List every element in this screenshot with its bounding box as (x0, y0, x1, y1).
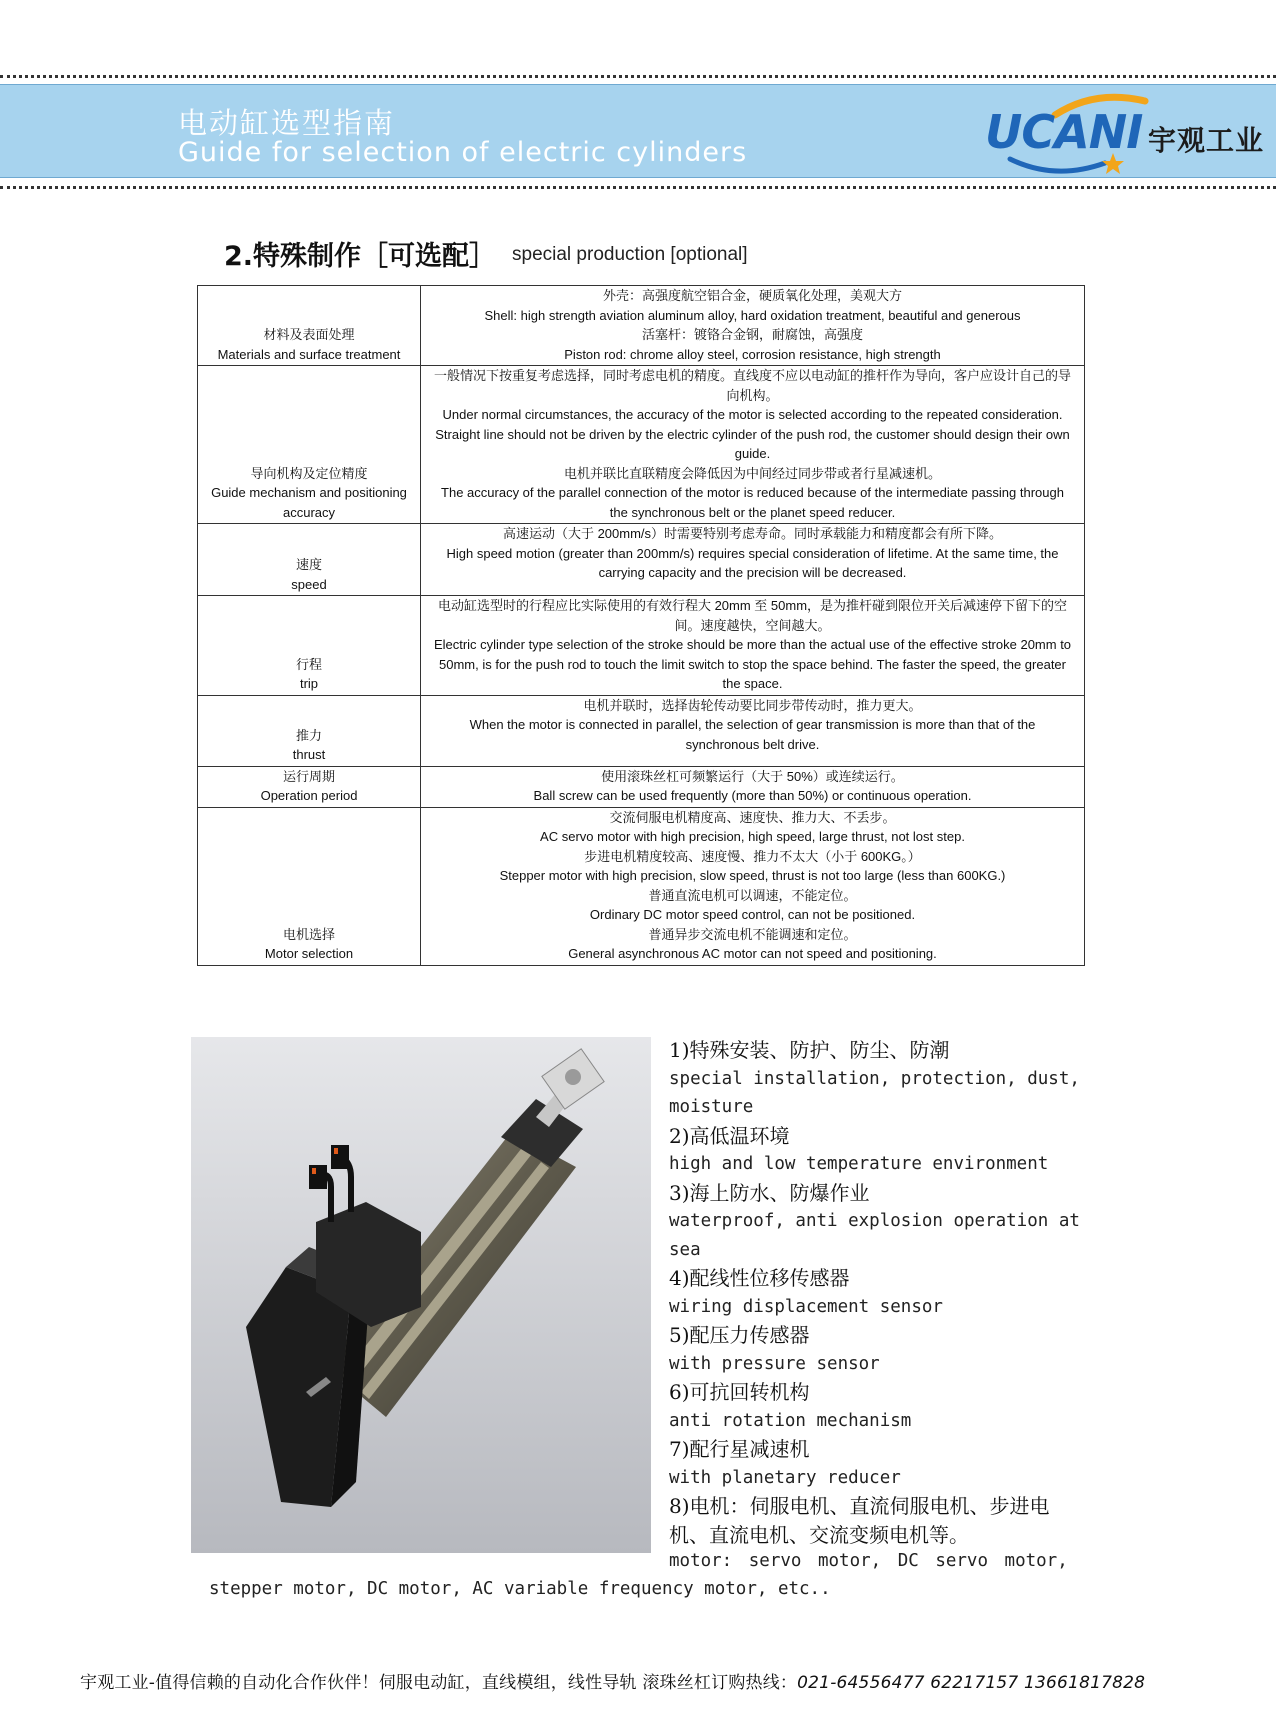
spec-row-label (198, 695, 421, 766)
option-item-cn: 6)可抗回转机构 (669, 1380, 810, 1404)
spec-row-label (198, 807, 421, 965)
spec-label-cn: 材料及表面处理 (263, 327, 355, 342)
section-heading: 2.特殊制作［可选配］ (224, 241, 497, 272)
spec-content-line: 一般情况下按重复考虑选择，同时考虑电机的精度。直线度不应以电动缸的推杆作为导向，客户应设计自己的导向机构。 (433, 368, 1071, 403)
spec-content-line: 外壳：高强度航空铝合金，硬质氧化处理，美观大方 (602, 288, 902, 303)
spec-content-line: 使用滚珠丝杠可频繁运行（大于 50%）或连续运行。 (601, 768, 904, 784)
option-item-cn: 1)特殊安装、防护、防尘、防潮 (669, 1038, 950, 1062)
header-title-en: Guide for selection of electric cylinders (178, 137, 748, 168)
spec-label-en: Motor selection (264, 946, 354, 961)
spec-row (198, 695, 1085, 766)
spec-table (197, 285, 1085, 966)
spec-row-label (198, 286, 421, 366)
spec-row-content (421, 524, 1085, 596)
spec-content-line: 电动缸选型时的行程应比实际使用的有效行程大 20mm 至 50mm，是为推杆碰到限位开关后减速停下留下的空间。速度越快，空间越大。 (437, 598, 1068, 633)
option-item-en: with planetary reducer (669, 1467, 901, 1488)
footer-text: 宇观工业-值得信赖的自动化合作伙伴！伺服电动缸，直线模组，线性导轨 滚珠丝杠订购热线： (80, 1673, 798, 1693)
spec-row-label (198, 766, 421, 807)
spec-content-line: 电机并联时，选择齿轮传动要比同步带传动时，推力更大。 (583, 697, 922, 713)
spec-label-cn: 行程 (295, 656, 322, 672)
logo-company-name: 宇观工业 (1148, 124, 1265, 157)
spec-label-en: thrust (292, 747, 326, 762)
logo-wordmark: UCANI (985, 105, 1143, 159)
option-item-en: waterproof, anti explosion operation at sea (669, 1211, 1080, 1260)
option-item-cn: 3)海上防水、防爆作业 (669, 1180, 870, 1205)
option-item-en: with pressure sensor (669, 1353, 880, 1374)
spec-content-line: When the motor is connected in parallel, the selection of gear transmission is more than that of the synchronous belt drive. (469, 717, 1036, 752)
spec-content-line: AC servo motor with high precision, high speed, large thrust, not lost step. (540, 829, 965, 844)
option-item-cn: 4)配线性位移传感器 (669, 1266, 850, 1290)
motor-options-en-line1: motor: servo motor, DC servo motor, (669, 1551, 1068, 1571)
spec-content-line: 活塞杆：镀铬合金钢，耐腐蚀，高强度 (641, 327, 863, 342)
spec-content-line: 普通异步交流电机不能调速和定位。 (648, 926, 857, 942)
spec-row-content (421, 695, 1085, 766)
option-item-en: wiring displacement sensor (669, 1296, 943, 1317)
option-item-cn: 2)高低温环境 (669, 1123, 790, 1148)
spec-content-line: Shell: high strength aviation aluminum alloy, hard oxidation treatment, beautiful and generous (484, 307, 1021, 323)
spec-content-line: Electric cylinder type selection of the stroke should be more than the actual use of the effective stroke 20mm to 50mm, is for the push rod to touch the limit switch to stop the space behind. The faster the speed, the greater the space. (433, 637, 1072, 691)
option-item-en: anti rotation mechanism (669, 1410, 912, 1431)
motor-options-en-line2: stepper motor, DC motor, AC variable frequency motor, etc.. (209, 1579, 831, 1599)
spec-content-line: High speed motion (greater than 200mm/s) requires special consideration of lifetime. At the same time, the carrying capacity and the precision will be decreased. (446, 545, 1059, 580)
spec-content-line: 步进电机精度较高、速度慢、推力不太大（小于 600KG。） (584, 848, 921, 864)
spec-row-label (198, 524, 421, 596)
brand-logo (985, 89, 1275, 175)
section-heading-en: special production [optional] (512, 244, 748, 265)
spec-label-en: trip (299, 676, 319, 691)
spec-label-cn: 导向机构及定位精度 (250, 465, 368, 481)
spec-row-content (421, 286, 1085, 366)
option-item-cn: 7)配行星减速机 (669, 1437, 810, 1461)
footer-phone-numbers: 021-64556477 62217157 13661817828 (797, 1673, 1146, 1693)
spec-row-content (421, 766, 1085, 807)
spec-content-line: 电机并联比直联精度会降低因为中间经过同步带或者行星减速机。 (563, 465, 941, 481)
spec-label-cn: 推力 (295, 727, 322, 743)
spec-row (198, 596, 1085, 696)
spec-row (198, 524, 1085, 596)
option-item-en: special installation, protection, dust, moisture (669, 1068, 1080, 1117)
footer-hotline (80, 1668, 1145, 1693)
spec-row (198, 807, 1085, 965)
spec-content-line: Piston rod: chrome alloy steel, corrosion resistance, high strength (564, 346, 941, 362)
spec-content-line: 高速运动（大于 200mm/s）时需要特别考虑寿命。同时承载能力和精度都会有所下降。 (502, 526, 1003, 541)
spec-content-line: The accuracy of the parallel connection of the motor is reduced because of the intermediate passing through the synchronous belt or the planet speed reducer. (441, 485, 1064, 520)
spec-row-label (198, 596, 421, 696)
spec-content-line: General asynchronous AC motor can not speed and positioning. (568, 946, 937, 961)
header-band (0, 84, 1276, 178)
spec-row-content (421, 596, 1085, 696)
spec-label-en: Materials and surface treatment (217, 346, 401, 362)
spec-row-content (421, 366, 1085, 524)
option-item-cn: 5)配压力传感器 (669, 1323, 810, 1347)
spec-label-en: speed (291, 576, 327, 592)
spec-label-en: Operation period (260, 788, 358, 803)
special-options-list (669, 1036, 1089, 1549)
spec-label-en: Guide mechanism and positioning accuracy (211, 485, 407, 520)
electric-cylinder-image (191, 1037, 651, 1553)
spec-row (198, 366, 1085, 524)
bottom-dotted-rule (0, 186, 1276, 189)
top-dotted-rule (0, 75, 1276, 78)
spec-content-line: Stepper motor with high precision, slow speed, thrust is not too large (less than 600KG.) (499, 868, 1006, 883)
spec-content-line: 交流伺服电机精度高、速度快、推力大、不丢步。 (609, 809, 896, 825)
spec-label-cn: 电机选择 (282, 926, 335, 942)
option-item-en: high and low temperature environment (669, 1154, 1049, 1174)
spec-row (198, 286, 1085, 366)
option-item-cn: 8)电机：伺服电机、直流伺服电机、步进电机、直流电机、交流变频电机等。 (669, 1494, 1050, 1547)
spec-label-cn: 运行周期 (282, 768, 335, 784)
spec-row-content (421, 807, 1085, 965)
spec-content-line: Ball screw can be used frequently (more than 50%) or continuous operation. (533, 788, 972, 803)
spec-label-cn: 速度 (295, 557, 322, 572)
spec-content-line: 普通直流电机可以调速，不能定位。 (648, 887, 857, 903)
spec-row-label (198, 366, 421, 524)
spec-content-line: Ordinary DC motor speed control, can not be positioned. (589, 907, 916, 922)
spec-content-line: Under normal circumstances, the accuracy of the motor is selected according to the repeated consideration. Straight line should not be driven by the electric cylinder of the push rod, the customer should design their own guide. (435, 407, 1070, 461)
header-title-cn: 电动缸选型指南 (178, 106, 396, 140)
spec-row (198, 766, 1085, 807)
